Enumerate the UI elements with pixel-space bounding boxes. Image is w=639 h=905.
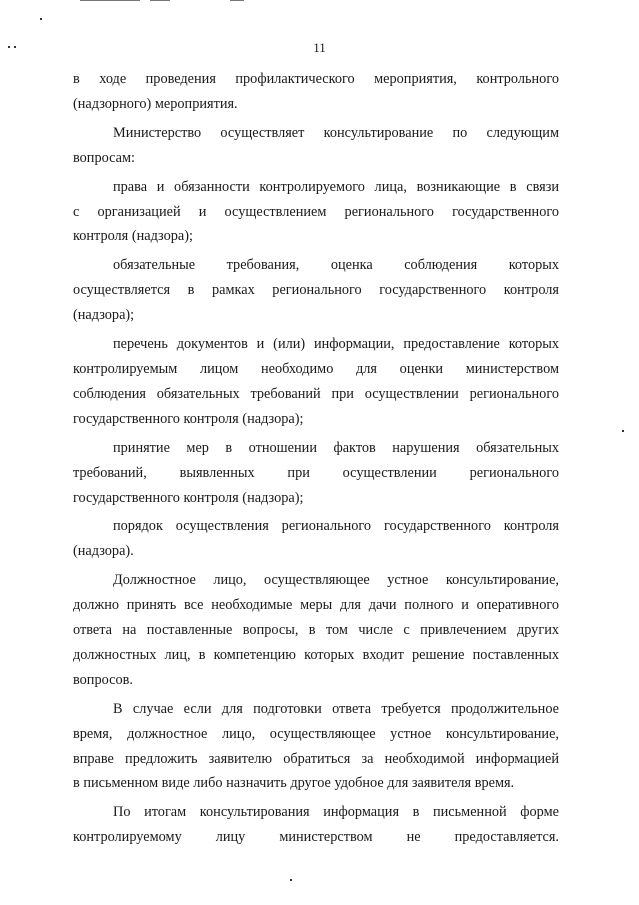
text-line: обязательные требования, оценка соблюдения которых bbox=[113, 257, 559, 274]
paragraph bbox=[73, 568, 559, 693]
text-line: ответа на поставленные вопросы, в том числе с привлечением других bbox=[73, 622, 559, 639]
text-line: контролируемому лицу министерством не предоставляется. bbox=[73, 829, 559, 846]
text-line: принятие мер в отношении фактов нарушения обязательных bbox=[113, 439, 559, 456]
text-line: должностных лиц, в компетенцию которых входит решение поставленных bbox=[73, 646, 559, 663]
paragraph bbox=[73, 436, 559, 511]
text-line: соблюдения обязательных требований при осуществлении регионального bbox=[73, 385, 559, 402]
document-body bbox=[73, 67, 559, 854]
scan-speck bbox=[40, 18, 42, 20]
scan-speck bbox=[150, 0, 170, 1]
text-line: перечень документов и (или) информации, предоставление которых bbox=[113, 336, 559, 353]
text-line: (надзорного) мероприятия. bbox=[73, 95, 238, 112]
text-line: в письменном виде либо назначить другое удобное для заявителя время. bbox=[73, 775, 515, 792]
text-line: время, должностное лицо, осуществляющее устное консультирование, bbox=[73, 725, 559, 742]
paragraph bbox=[73, 121, 559, 171]
paragraph bbox=[73, 514, 559, 564]
text-line: Должностное лицо, осуществляющее устное консультирование, bbox=[113, 572, 559, 589]
text-line: должно принять все необходимые меры для дачи полного и оперативного bbox=[73, 597, 559, 614]
scan-speck bbox=[80, 0, 140, 1]
text-line: вопросов. bbox=[73, 671, 133, 688]
text-line: По итогам консультирования информация в письменной форме bbox=[113, 804, 559, 821]
text-line: в ходе проведения профилактического мероприятия, контрольного bbox=[73, 71, 559, 87]
text-line: государственного контроля (надзора); bbox=[73, 410, 304, 427]
text-line: с организацией и осуществлением регионального государственного bbox=[73, 203, 559, 220]
paragraph bbox=[73, 175, 559, 250]
paragraph bbox=[73, 800, 559, 850]
scan-speck bbox=[290, 879, 292, 881]
text-line: контролируемым лицом необходимо для оценки министерством bbox=[73, 360, 559, 377]
paragraph bbox=[73, 697, 559, 797]
text-line: (надзора). bbox=[73, 543, 134, 560]
text-line: порядок осуществления регионального государственного контроля bbox=[113, 518, 559, 535]
paragraph bbox=[73, 67, 559, 117]
text-line: Министерство осуществляет консультирование по следующим bbox=[113, 124, 559, 141]
scan-speck bbox=[622, 430, 624, 432]
text-line: вопросам: bbox=[73, 149, 135, 166]
paragraph bbox=[73, 332, 559, 432]
scan-speck bbox=[230, 0, 244, 1]
text-line: требований, выявленных при осуществлении регионального bbox=[73, 464, 559, 481]
text-line: права и обязанности контролируемого лица, возникающие в связи bbox=[113, 178, 559, 195]
text-line: (надзора); bbox=[73, 307, 135, 324]
text-line: осуществляется в рамках регионального государственного контроля bbox=[73, 282, 559, 299]
text-line: вправе предложить заявителю обратиться за необходимой информацией bbox=[73, 750, 559, 767]
text-line: контроля (надзора); bbox=[73, 228, 193, 245]
text-line: В случае если для подготовки ответа требуется продолжительное bbox=[113, 700, 559, 717]
text-line: государственного контроля (надзора); bbox=[73, 489, 304, 506]
page-number: 11 bbox=[313, 40, 326, 55]
paragraph bbox=[73, 253, 559, 328]
